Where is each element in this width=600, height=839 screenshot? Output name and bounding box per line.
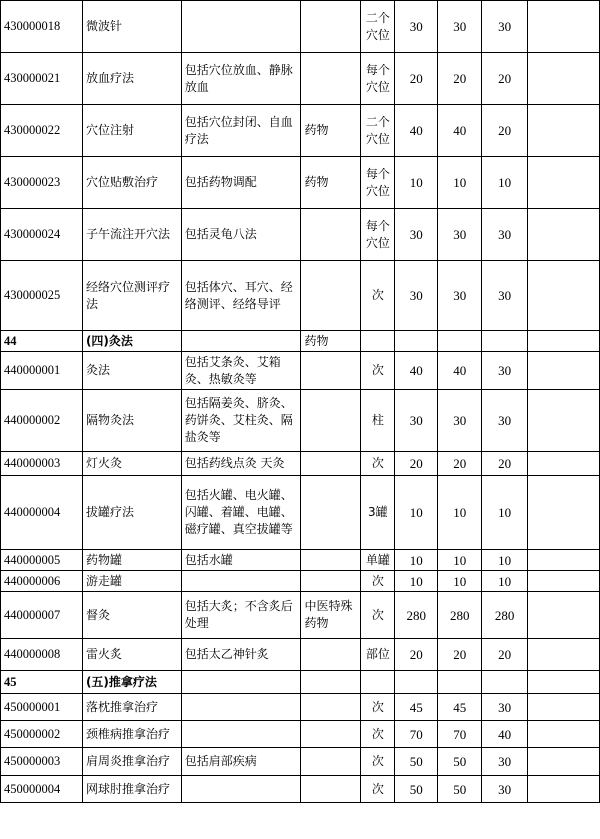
- price-level-2-cell: 10: [438, 550, 482, 571]
- price-level-3-cell: 40: [482, 721, 528, 748]
- excluded-content-cell: [301, 209, 361, 261]
- table-row: [1, 694, 600, 721]
- price-level-3-cell: 30: [482, 1, 528, 53]
- item-code-cell: 440000003: [1, 452, 83, 476]
- price-level-3-cell: [482, 671, 528, 694]
- item-name-cell: 游走罐: [82, 571, 181, 592]
- excluded-content-cell: [301, 776, 361, 803]
- pricing-unit-cell: 次: [361, 352, 395, 390]
- item-content-cell: 包括药线点灸 天灸: [181, 452, 301, 476]
- excluded-content-cell: 药物: [301, 157, 361, 209]
- remarks-cell: [528, 671, 600, 694]
- table-row: [1, 53, 600, 105]
- excluded-content-cell: [301, 571, 361, 592]
- price-level-1-cell: 10: [395, 476, 438, 550]
- pricing-unit-cell: 每个穴位: [361, 157, 395, 209]
- item-code-cell: 430000025: [1, 261, 83, 331]
- pricing-unit-cell: 次: [361, 748, 395, 776]
- price-level-2-cell: 20: [438, 452, 482, 476]
- remarks-cell: [528, 721, 600, 748]
- remarks-cell: [528, 452, 600, 476]
- item-name-cell: 网球肘推拿治疗: [82, 776, 181, 803]
- price-level-3-cell: 30: [482, 776, 528, 803]
- item-code-cell: 430000023: [1, 157, 83, 209]
- remarks-cell: [528, 209, 600, 261]
- table-row: [1, 157, 600, 209]
- table-row: [1, 390, 600, 452]
- price-level-2-cell: 30: [438, 1, 482, 53]
- price-level-1-cell: 50: [395, 776, 438, 803]
- price-level-2-cell: 50: [438, 776, 482, 803]
- item-code-cell: 440000004: [1, 476, 83, 550]
- remarks-cell: [528, 352, 600, 390]
- excluded-content-cell: [301, 452, 361, 476]
- price-level-1-cell: 50: [395, 748, 438, 776]
- item-name-cell: 微波针: [82, 1, 181, 53]
- price-level-2-cell: [438, 331, 482, 352]
- table-row: [1, 209, 600, 261]
- price-level-1-cell: 20: [395, 53, 438, 105]
- item-code-cell: 430000018: [1, 1, 83, 53]
- excluded-content-cell: [301, 721, 361, 748]
- price-level-3-cell: 30: [482, 390, 528, 452]
- table-row: [1, 452, 600, 476]
- remarks-cell: [528, 105, 600, 157]
- item-name-cell: 穴位注射: [82, 105, 181, 157]
- price-level-2-cell: 280: [438, 592, 482, 639]
- excluded-content-cell: [301, 1, 361, 53]
- price-level-1-cell: 10: [395, 571, 438, 592]
- price-level-2-cell: 30: [438, 209, 482, 261]
- price-level-1-cell: 30: [395, 390, 438, 452]
- price-level-3-cell: 10: [482, 550, 528, 571]
- remarks-cell: [528, 1, 600, 53]
- excluded-content-cell: 药物: [301, 331, 361, 352]
- item-name-cell: 药物罐: [82, 550, 181, 571]
- item-name-cell: 放血疗法: [82, 53, 181, 105]
- pricing-unit-cell: 次: [361, 592, 395, 639]
- table-row: [1, 261, 600, 331]
- item-name-cell: 颈椎病推拿治疗: [82, 721, 181, 748]
- price-level-3-cell: 20: [482, 53, 528, 105]
- item-content-cell: 包括水罐: [181, 550, 301, 571]
- price-level-1-cell: 10: [395, 157, 438, 209]
- table-row: [1, 105, 600, 157]
- pricing-unit-cell: 部位: [361, 639, 395, 671]
- remarks-cell: [528, 53, 600, 105]
- price-level-3-cell: 20: [482, 639, 528, 671]
- item-code-cell: 440000001: [1, 352, 83, 390]
- price-level-3-cell: 10: [482, 476, 528, 550]
- price-level-1-cell: 40: [395, 105, 438, 157]
- price-level-3-cell: 30: [482, 694, 528, 721]
- price-level-2-cell: [438, 671, 482, 694]
- item-name-cell: 灸法: [82, 352, 181, 390]
- pricing-unit-cell: 3罐: [361, 476, 395, 550]
- excluded-content-cell: [301, 639, 361, 671]
- item-name-cell: 隔物灸法: [82, 390, 181, 452]
- price-level-1-cell: 10: [395, 550, 438, 571]
- item-content-cell: 包括太乙神针炙: [181, 639, 301, 671]
- remarks-cell: [528, 776, 600, 803]
- pricing-unit-cell: 次: [361, 721, 395, 748]
- price-level-2-cell: 20: [438, 53, 482, 105]
- price-level-2-cell: 50: [438, 748, 482, 776]
- excluded-content-cell: [301, 53, 361, 105]
- table-row: [1, 748, 600, 776]
- price-level-3-cell: 20: [482, 105, 528, 157]
- excluded-content-cell: [301, 550, 361, 571]
- price-level-1-cell: [395, 331, 438, 352]
- price-level-3-cell: 30: [482, 748, 528, 776]
- item-content-cell: [181, 694, 301, 721]
- excluded-content-cell: [301, 390, 361, 452]
- remarks-cell: [528, 390, 600, 452]
- excluded-content-cell: [301, 748, 361, 776]
- price-level-3-cell: 30: [482, 209, 528, 261]
- table-body: [1, 1, 600, 803]
- item-content-cell: 包括隔姜灸、脐灸、药饼灸、艾柱灸、隔盐灸等: [181, 390, 301, 452]
- item-name-cell: 拔罐疗法: [82, 476, 181, 550]
- pricing-unit-cell: [361, 671, 395, 694]
- price-level-1-cell: 30: [395, 209, 438, 261]
- item-code-cell: 450000002: [1, 721, 83, 748]
- item-content-cell: 包括肩部疾病: [181, 748, 301, 776]
- price-level-3-cell: 30: [482, 261, 528, 331]
- table-row: [1, 639, 600, 671]
- remarks-cell: [528, 331, 600, 352]
- price-level-2-cell: 10: [438, 571, 482, 592]
- item-content-cell: [181, 721, 301, 748]
- price-level-2-cell: 30: [438, 390, 482, 452]
- price-level-2-cell: 45: [438, 694, 482, 721]
- price-level-2-cell: 20: [438, 639, 482, 671]
- price-level-1-cell: 70: [395, 721, 438, 748]
- price-level-2-cell: 10: [438, 476, 482, 550]
- table-row: [1, 592, 600, 639]
- item-code-cell: 450000001: [1, 694, 83, 721]
- remarks-cell: [528, 592, 600, 639]
- item-code-cell: 45: [1, 671, 83, 694]
- excluded-content-cell: 药物: [301, 105, 361, 157]
- item-code-cell: 440000006: [1, 571, 83, 592]
- item-content-cell: 包括体穴、耳穴、经络测评、经络导评: [181, 261, 301, 331]
- table-row: [1, 550, 600, 571]
- item-code-cell: 440000005: [1, 550, 83, 571]
- item-code-cell: 430000022: [1, 105, 83, 157]
- item-content-cell: 包括大炙；不含炙后处理: [181, 592, 301, 639]
- excluded-content-cell: [301, 261, 361, 331]
- item-content-cell: 包括药物调配: [181, 157, 301, 209]
- item-content-cell: 包括穴位封闭、自血疗法: [181, 105, 301, 157]
- item-name-cell: 子午流注开穴法: [82, 209, 181, 261]
- excluded-content-cell: [301, 352, 361, 390]
- table-row: [1, 476, 600, 550]
- item-code-cell: 44: [1, 331, 83, 352]
- item-content-cell: 包括灵龟八法: [181, 209, 301, 261]
- remarks-cell: [528, 639, 600, 671]
- price-level-1-cell: 30: [395, 1, 438, 53]
- item-content-cell: [181, 671, 301, 694]
- item-name-cell: 督灸: [82, 592, 181, 639]
- item-code-cell: 450000004: [1, 776, 83, 803]
- item-name-cell: 穴位贴敷治疗: [82, 157, 181, 209]
- item-name-cell: (五)推拿疗法: [82, 671, 181, 694]
- remarks-cell: [528, 694, 600, 721]
- pricing-unit-cell: 次: [361, 776, 395, 803]
- item-content-cell: 包括艾条灸、艾箱灸、热敏灸等: [181, 352, 301, 390]
- excluded-content-cell: [301, 476, 361, 550]
- item-code-cell: 440000007: [1, 592, 83, 639]
- remarks-cell: [528, 748, 600, 776]
- price-level-3-cell: [482, 331, 528, 352]
- remarks-cell: [528, 571, 600, 592]
- item-content-cell: [181, 331, 301, 352]
- table-row: [1, 776, 600, 803]
- item-code-cell: 450000003: [1, 748, 83, 776]
- section-header-row: [1, 671, 600, 694]
- item-code-cell: 430000021: [1, 53, 83, 105]
- item-name-cell: 灯火灸: [82, 452, 181, 476]
- item-code-cell: 440000008: [1, 639, 83, 671]
- item-content-cell: [181, 776, 301, 803]
- price-level-1-cell: 30: [395, 261, 438, 331]
- pricing-unit-cell: 柱: [361, 390, 395, 452]
- item-content-cell: 包括穴位放血、静脉放血: [181, 53, 301, 105]
- pricing-unit-cell: [361, 331, 395, 352]
- section-header-row: [1, 331, 600, 352]
- item-code-cell: 440000002: [1, 390, 83, 452]
- price-level-3-cell: 30: [482, 352, 528, 390]
- price-level-1-cell: 40: [395, 352, 438, 390]
- remarks-cell: [528, 550, 600, 571]
- remarks-cell: [528, 157, 600, 209]
- item-name-cell: (四)灸法: [82, 331, 181, 352]
- price-level-2-cell: 40: [438, 105, 482, 157]
- price-level-2-cell: 70: [438, 721, 482, 748]
- table-row: [1, 1, 600, 53]
- pricing-unit-cell: 每个穴位: [361, 209, 395, 261]
- excluded-content-cell: 中医特殊药物: [301, 592, 361, 639]
- pricing-unit-cell: 二个穴位: [361, 105, 395, 157]
- price-level-2-cell: 10: [438, 157, 482, 209]
- price-level-3-cell: 10: [482, 157, 528, 209]
- excluded-content-cell: [301, 694, 361, 721]
- table-row: [1, 571, 600, 592]
- item-name-cell: 雷火炙: [82, 639, 181, 671]
- item-content-cell: [181, 1, 301, 53]
- pricing-unit-cell: 二个穴位: [361, 1, 395, 53]
- pricing-unit-cell: 次: [361, 694, 395, 721]
- price-level-2-cell: 30: [438, 261, 482, 331]
- excluded-content-cell: [301, 671, 361, 694]
- pricing-unit-cell: 次: [361, 261, 395, 331]
- price-level-1-cell: 20: [395, 639, 438, 671]
- price-level-1-cell: 45: [395, 694, 438, 721]
- price-level-2-cell: 40: [438, 352, 482, 390]
- price-level-1-cell: 20: [395, 452, 438, 476]
- item-content-cell: [181, 571, 301, 592]
- item-code-cell: 430000024: [1, 209, 83, 261]
- remarks-cell: [528, 476, 600, 550]
- price-level-1-cell: 280: [395, 592, 438, 639]
- price-level-3-cell: 10: [482, 571, 528, 592]
- pricing-unit-cell: 次: [361, 571, 395, 592]
- item-name-cell: 落枕推拿治疗: [82, 694, 181, 721]
- table-row: [1, 352, 600, 390]
- pricing-unit-cell: 次: [361, 452, 395, 476]
- remarks-cell: [528, 261, 600, 331]
- item-name-cell: 肩周炎推拿治疗: [82, 748, 181, 776]
- price-level-3-cell: 20: [482, 452, 528, 476]
- table-row: [1, 721, 600, 748]
- item-content-cell: 包括火罐、电火罐、闪罐、着罐、电罐、磁疗罐、真空拔罐等: [181, 476, 301, 550]
- item-name-cell: 经络穴位测评疗法: [82, 261, 181, 331]
- pricing-unit-cell: 每个穴位: [361, 53, 395, 105]
- price-level-1-cell: [395, 671, 438, 694]
- price-level-3-cell: 280: [482, 592, 528, 639]
- pricing-unit-cell: 单罐: [361, 550, 395, 571]
